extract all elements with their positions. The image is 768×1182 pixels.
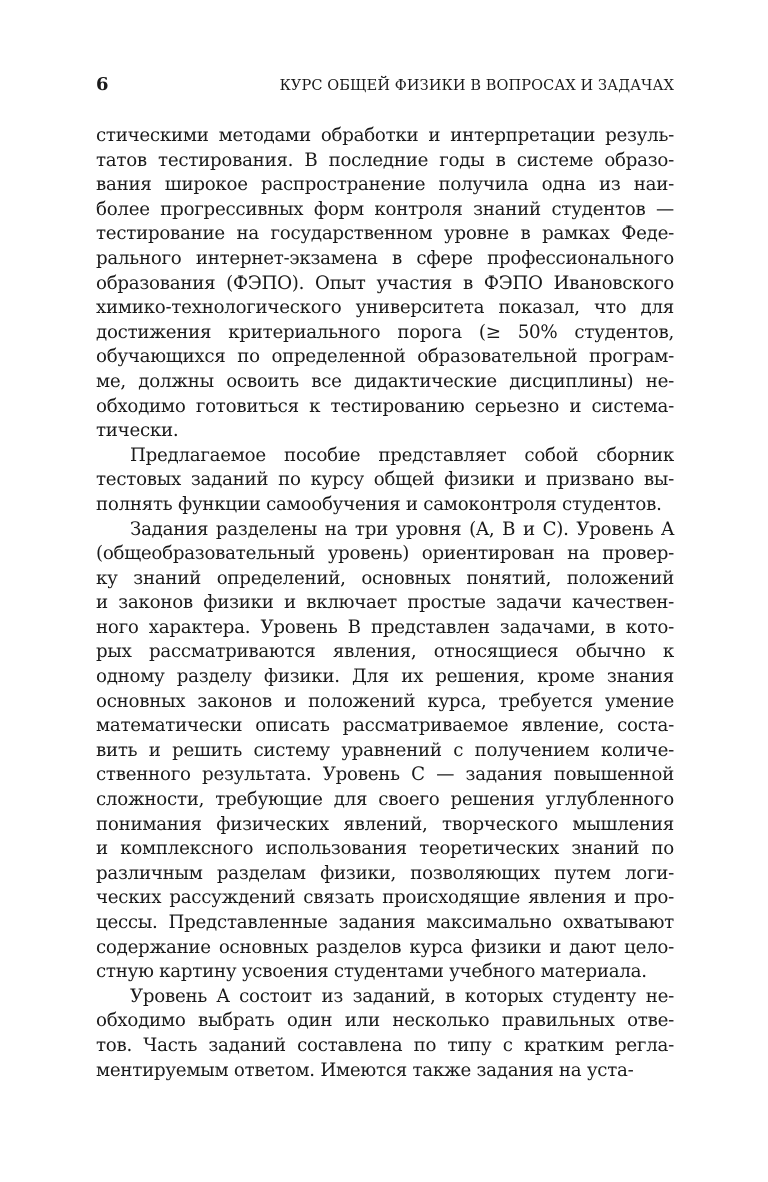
text-line: содержание основных разделов курса физики и дают цело- bbox=[96, 936, 674, 958]
text-line: полнять функции самообучения и самоконтроля студентов. bbox=[96, 493, 662, 515]
text-line: одному разделу физики. Для их решения, кроме знания bbox=[96, 666, 674, 688]
text-line: более прогрессивных форм контроля знаний студентов — bbox=[96, 198, 674, 220]
text-line: сложности, требующие для своего решения углубленного bbox=[96, 789, 674, 811]
text-line: ме, должны освоить все дидактические дисциплины) не- bbox=[96, 370, 674, 392]
text-line: обходимо готовиться к тестированию серьезно и система- bbox=[96, 395, 674, 417]
text-line: (общеобразовательный уровень) ориентирован на провер- bbox=[96, 543, 674, 565]
text-line: вания широкое распространение получила одна из наи- bbox=[96, 174, 674, 196]
text-line: и законов физики и включает простые задачи качествен- bbox=[96, 592, 674, 614]
text-line: стическими методами обработки и интерпретации резуль- bbox=[96, 125, 674, 146]
text-line: ку знаний определений, основных понятий, положений bbox=[96, 567, 674, 589]
paragraph-2 bbox=[96, 444, 674, 518]
text-line: достижения критериального порога (≥ 50% студентов, bbox=[96, 321, 674, 343]
text-line: Предлагаемое пособие представляет собой сборник bbox=[130, 444, 674, 466]
running-title: КУРС ОБЩЕЙ ФИЗИКИ В ВОПРОСАХ И ЗАДАЧАХ bbox=[279, 78, 674, 94]
text-line: обучающихся по определенной образовательной програм- bbox=[96, 346, 674, 368]
paragraph-4 bbox=[96, 985, 674, 1083]
text-line: рых рассматриваются явления, относящиеся обычно к bbox=[96, 641, 674, 663]
text-line: тестирование на государственном уровне в рамках Феде- bbox=[96, 223, 674, 245]
text-line: татов тестирования. В последние годы в системе образо- bbox=[96, 149, 674, 171]
text-line: математически описать рассматриваемое явление, соста- bbox=[96, 715, 674, 737]
text-line: химико-технологического университета показал, что для bbox=[96, 297, 674, 319]
text-body bbox=[96, 124, 674, 1083]
text-line: различным разделам физики, позволяющих путем логи- bbox=[96, 862, 674, 884]
text-line: ственного результата. Уровень C — задания повышенной bbox=[96, 764, 674, 786]
text-line: рального интернет-экзамена в сфере профессионального bbox=[96, 247, 674, 269]
text-line: стную картину усвоения студентами учебного материала. bbox=[96, 961, 647, 983]
text-line: ментируемым ответом. Имеются также задания на уста- bbox=[96, 1059, 634, 1081]
page-header bbox=[96, 74, 674, 100]
text-line: тически. bbox=[96, 420, 179, 442]
text-line: основных законов и положений курса, требуется умение bbox=[96, 690, 674, 712]
text-line: тестовых заданий по курсу общей физики и призвано вы- bbox=[96, 469, 674, 491]
paragraph-1 bbox=[96, 124, 674, 444]
text-line: ческих рассуждений связать происходящие явления и про- bbox=[96, 887, 674, 909]
text-line: Уровень A состоит из заданий, в которых студенту не- bbox=[130, 985, 674, 1007]
page-number: 6 bbox=[96, 74, 109, 95]
text-line: тов. Часть заданий составлена по типу с кратким регла- bbox=[96, 1034, 674, 1056]
paragraph-3 bbox=[96, 518, 674, 985]
text-line: вить и решить систему уравнений с получением количе- bbox=[96, 739, 674, 761]
text-line: Задания разделены на три уровня (A, B и C). Уровень A bbox=[130, 518, 674, 540]
text-line: ного характера. Уровень B представлен задачами, в кото- bbox=[96, 616, 674, 638]
text-line: понимания физических явлений, творческого мышления bbox=[96, 813, 674, 835]
text-line: и комплексного использования теоретических знаний по bbox=[96, 838, 674, 860]
text-line: обходимо выбрать один или несколько правильных отве- bbox=[96, 1010, 674, 1032]
text-line: цессы. Представленные задания максимально охватывают bbox=[96, 912, 674, 933]
text-line: образования (ФЭПО). Опыт участия в ФЭПО Ивановского bbox=[96, 272, 674, 294]
